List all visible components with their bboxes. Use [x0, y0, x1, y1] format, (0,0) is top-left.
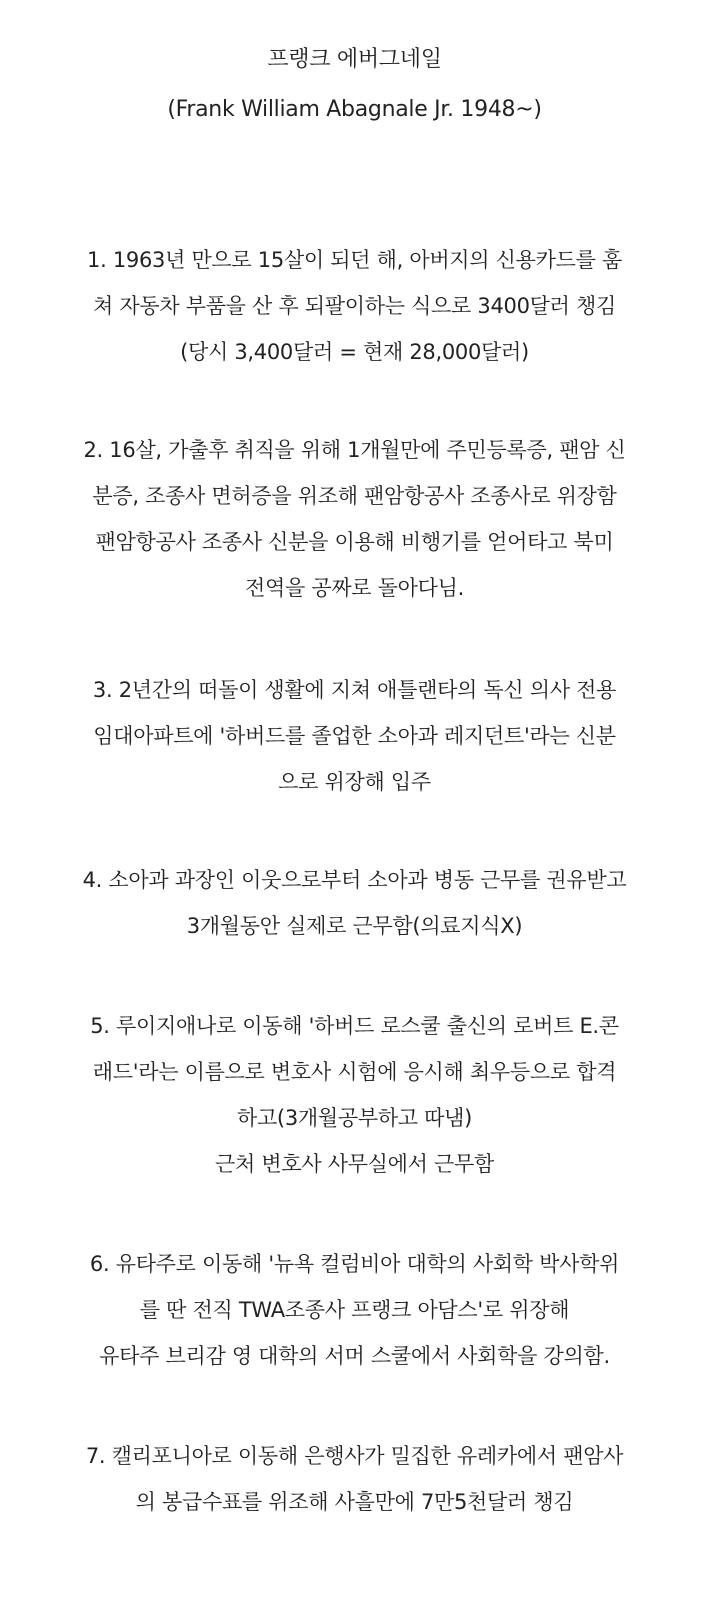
item-6-line-3: 유타주 브리감 영 대학의 서머 스쿨에서 사회학을 강의함. [99, 1344, 610, 1368]
item-3-line-2: 임대아파트에 '하버드를 졸업한 소아과 레지던트'라는 신분 [93, 724, 616, 748]
item-2-line-2: 분증, 조종사 면허증을 위조해 팬암항공사 조종사로 위장함 [92, 484, 617, 508]
title-korean: 프랭크 에버그네일 [267, 47, 442, 72]
item-2-line-3: 팬암항공사 조종사 신분을 이용해 비행기를 얻어타고 북미 [95, 530, 614, 554]
item-5-line-3: 하고(3개월공부하고 따냄) [236, 1106, 473, 1130]
item-2-line-1: 2. 16살, 가출후 취직을 위해 1개월만에 주민등록증, 팬암 신 [83, 438, 626, 462]
item-3-line-1: 3. 2년간의 떠돌이 생활에 지쳐 애틀랜타의 독신 의사 전용 [92, 678, 617, 702]
item-1-line-2: 쳐 자동차 부품을 산 후 되팔이하는 식으로 3400달러 챙김 [93, 294, 616, 318]
title-english: (Frank William Abagnale Jr. 1948~) [167, 97, 542, 122]
item-4-line-1: 4. 소아과 과장인 이웃으로부터 소아과 병동 근무를 권유받고 [82, 868, 627, 892]
item-5-line-4: 근처 변호사 사무실에서 근무함 [215, 1152, 494, 1176]
item-6-line-2: 를 딴 전직 TWA조종사 프랭크 아담스'로 위장해 [139, 1298, 570, 1322]
item-7-line-2: 의 봉급수표를 위조해 사흘만에 7만5천달러 챙김 [135, 1490, 574, 1514]
item-1-line-3: (당시 3,400달러 = 현재 28,000달러) [180, 340, 529, 364]
item-6-line-1: 6. 유타주로 이동해 '뉴욕 컬럼비아 대학의 사회학 박사학위 [89, 1252, 620, 1276]
item-5-line-2: 래드'라는 이름으로 변호사 시험에 응시해 최우등으로 합격 [92, 1060, 617, 1084]
item-7-line-1: 7. 캘리포니아로 이동해 은행사가 밀집한 유레카에서 팬암사 [85, 1444, 624, 1468]
item-4-line-2: 3개월동안 실제로 근무함(의료지식X) [186, 914, 523, 938]
item-2-line-4: 전역을 공짜로 돌아다님. [245, 576, 464, 600]
item-5-line-1: 5. 루이지애나로 이동해 '하버드 로스쿨 출신의 로버트 E.콘 [90, 1014, 619, 1038]
item-1-line-1: 1. 1963년 만으로 15살이 되던 해, 아버지의 신용카드를 훔 [87, 248, 622, 272]
item-3-line-3: 으로 위장해 입주 [278, 770, 431, 794]
